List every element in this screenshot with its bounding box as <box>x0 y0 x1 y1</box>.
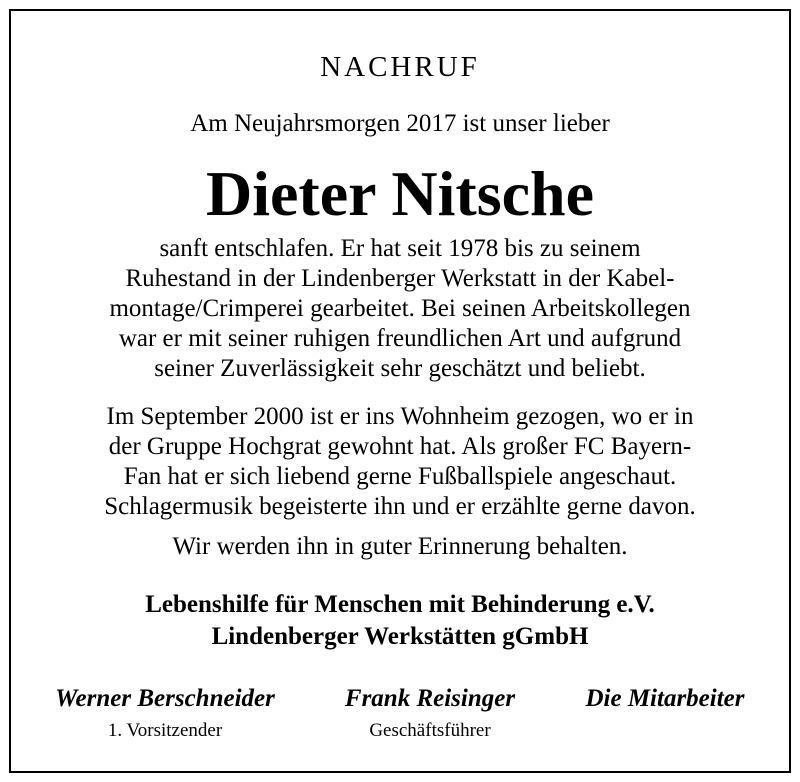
signatory-role: Geschäftsführer <box>369 720 491 741</box>
signatory-name: Werner Berschneider <box>55 685 275 712</box>
deceased-name: Dieter Nitsche <box>206 158 594 229</box>
text-line: seiner Zuverlässigkeit sehr geschätzt und beliebt. <box>154 355 646 382</box>
organization-name: Lindenberger Werkstätten gGmbH <box>211 623 589 650</box>
text-line: sanft entschlafen. Er hat seit 1978 bis zu seinem <box>159 235 641 262</box>
text-line: montage/Crimperei gearbeitet. Bei seinen Arbeitskollegen <box>109 295 691 322</box>
notice-heading: NACHRUF <box>320 51 480 83</box>
signatory-role: 1. Vorsitzender <box>107 720 223 741</box>
text-line: Ruhestand in der Lindenberger Werkstatt in der Kabel- <box>125 265 675 292</box>
signatory-name: Frank Reisinger <box>344 685 516 712</box>
paragraph-biography <box>40 234 760 384</box>
paragraph-life <box>40 402 760 522</box>
paragraph-remembrance <box>40 532 760 562</box>
text-line: der Gruppe Hochgrat gewohnt hat. Als großer FC Bayern- <box>108 433 692 460</box>
intro-line: Am Neujahrsmorgen 2017 ist unser lieber <box>190 110 610 137</box>
text-line: Fan hat er sich liebend gerne Fußballspiele angeschaut. <box>123 463 677 490</box>
text-line: Schlagermusik begeisterte ihn und er erzählte gerne davon. <box>104 493 696 520</box>
text-line: Im September 2000 ist er ins Wohnheim gezogen, wo er in <box>106 403 694 430</box>
text-line: Wir werden ihn in guter Erinnerung behalten. <box>172 533 628 560</box>
signatory-name: Die Mitarbeiter <box>585 685 745 712</box>
text-line: war er mit seiner ruhigen freundlichen Art und aufgrund <box>118 325 682 352</box>
organization-name: Lebenshilfe für Menschen mit Behinderung e.V. <box>145 591 655 618</box>
